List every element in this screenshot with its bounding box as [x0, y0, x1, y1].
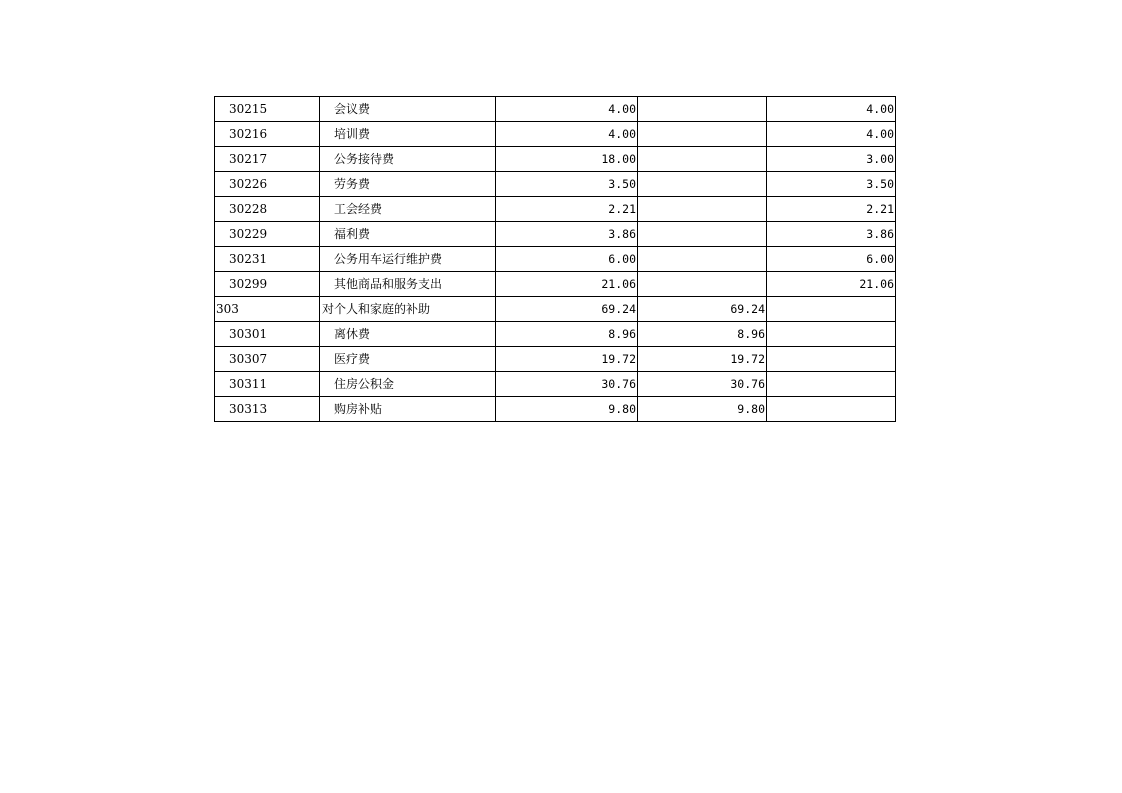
basic-expense-cell: 8.96 [638, 322, 767, 347]
total-amount-cell: 4.00 [496, 122, 638, 147]
subject-name-cell: 工会经费 [320, 197, 496, 222]
subject-code-cell: 30299 [215, 272, 320, 297]
basic-expense-cell [638, 172, 767, 197]
total-amount-cell: 4.00 [496, 97, 638, 122]
subject-code-cell: 30226 [215, 172, 320, 197]
total-amount-cell: 30.76 [496, 372, 638, 397]
subject-code-cell: 303 [215, 297, 320, 322]
table-row [215, 222, 896, 247]
table-row [215, 197, 896, 222]
basic-expense-cell [638, 97, 767, 122]
total-amount-cell: 3.50 [496, 172, 638, 197]
subject-name-cell: 会议费 [320, 97, 496, 122]
table-row [215, 347, 896, 372]
project-expense-cell: 2.21 [767, 197, 896, 222]
subject-name-cell: 住房公积金 [320, 372, 496, 397]
basic-expense-cell: 19.72 [638, 347, 767, 372]
project-expense-cell: 3.50 [767, 172, 896, 197]
total-amount-cell: 2.21 [496, 197, 638, 222]
subject-name-cell: 福利费 [320, 222, 496, 247]
basic-expense-cell [638, 247, 767, 272]
table-row [215, 322, 896, 347]
subject-code-cell: 30229 [215, 222, 320, 247]
table-row [215, 397, 896, 422]
project-expense-cell [767, 347, 896, 372]
total-amount-cell: 9.80 [496, 397, 638, 422]
project-expense-cell: 3.00 [767, 147, 896, 172]
total-amount-cell: 18.00 [496, 147, 638, 172]
table-row [215, 147, 896, 172]
project-expense-cell [767, 322, 896, 347]
subject-code-cell: 30217 [215, 147, 320, 172]
subject-code-cell: 30301 [215, 322, 320, 347]
subject-name-cell: 医疗费 [320, 347, 496, 372]
table-row [215, 172, 896, 197]
table-row [215, 272, 896, 297]
subject-code-cell: 30313 [215, 397, 320, 422]
project-expense-cell [767, 372, 896, 397]
subject-name-cell: 离休费 [320, 322, 496, 347]
subject-name-cell: 劳务费 [320, 172, 496, 197]
basic-expense-cell: 30.76 [638, 372, 767, 397]
table-row [215, 122, 896, 147]
project-expense-cell [767, 397, 896, 422]
project-expense-cell: 4.00 [767, 122, 896, 147]
table-row [215, 372, 896, 397]
table-row [215, 297, 896, 322]
subject-code-cell: 30307 [215, 347, 320, 372]
subject-name-cell: 购房补贴 [320, 397, 496, 422]
table-row [215, 247, 896, 272]
subject-code-cell: 30215 [215, 97, 320, 122]
project-expense-cell: 4.00 [767, 97, 896, 122]
basic-expense-cell: 9.80 [638, 397, 767, 422]
subject-code-cell: 30231 [215, 247, 320, 272]
subject-name-cell: 对个人和家庭的补助 [320, 297, 496, 322]
table-row [215, 97, 896, 122]
subject-code-cell: 30311 [215, 372, 320, 397]
total-amount-cell: 3.86 [496, 222, 638, 247]
total-amount-cell: 21.06 [496, 272, 638, 297]
basic-expense-cell [638, 122, 767, 147]
project-expense-cell: 21.06 [767, 272, 896, 297]
basic-expense-cell: 69.24 [638, 297, 767, 322]
project-expense-cell [767, 297, 896, 322]
table-body [215, 97, 896, 422]
basic-expense-cell [638, 147, 767, 172]
subject-name-cell: 公务用车运行维护费 [320, 247, 496, 272]
subject-name-cell: 公务接待费 [320, 147, 496, 172]
budget-expense-table [214, 96, 896, 422]
project-expense-cell: 6.00 [767, 247, 896, 272]
subject-code-cell: 30228 [215, 197, 320, 222]
total-amount-cell: 8.96 [496, 322, 638, 347]
total-amount-cell: 6.00 [496, 247, 638, 272]
basic-expense-cell [638, 272, 767, 297]
basic-expense-cell [638, 197, 767, 222]
total-amount-cell: 19.72 [496, 347, 638, 372]
subject-name-cell: 培训费 [320, 122, 496, 147]
total-amount-cell: 69.24 [496, 297, 638, 322]
project-expense-cell: 3.86 [767, 222, 896, 247]
subject-code-cell: 30216 [215, 122, 320, 147]
basic-expense-cell [638, 222, 767, 247]
subject-name-cell: 其他商品和服务支出 [320, 272, 496, 297]
